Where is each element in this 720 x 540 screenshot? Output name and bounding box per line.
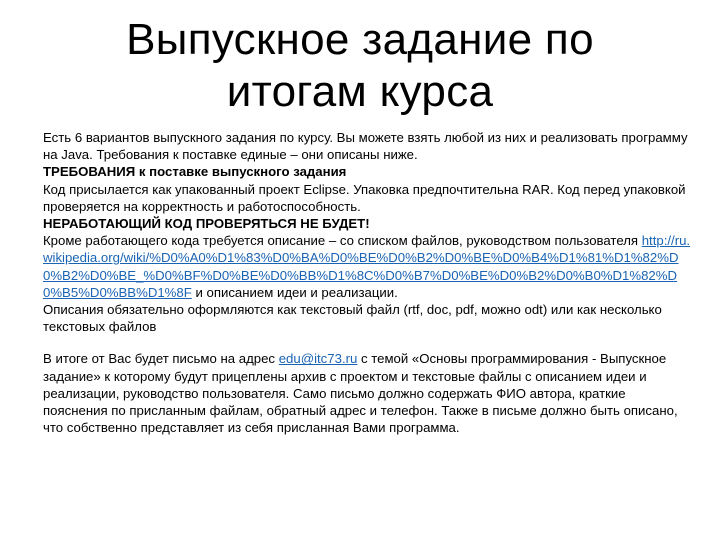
intro-paragraph: Есть 6 вариантов выпускного задания по курсу. Вы можете взять любой из них и реализовать программу на Java. Требования к поставке единые – они описаны ниже. xyxy=(43,130,688,163)
user-guide-link[interactable]: http://ru.wikipedia.org/wiki/%D0%A0%D1%83%D0%BA%D0%BE%D0%B2%D0%BE%D0%B4%D1%81%D1%82%D0%B2%D0%BE_%D0%BF%D0%BE%D0%BB%D1%8C%D0%B7%D0%BE%D0%B2%D0%B0%D1%82%D0%B5%D0%BB%D1%8F xyxy=(43,233,691,300)
email-link[interactable]: edu@itc73.ru xyxy=(278,351,358,367)
slide-body xyxy=(43,129,691,436)
warning-text: НЕРАБОТАЮЩИЙ КОД ПРОВЕРЯТЬСЯ НЕ БУДЕТ! xyxy=(43,216,370,232)
title-line-2: итогам курса xyxy=(226,67,494,116)
submission-paragraph xyxy=(43,350,691,436)
submission-text: В итоге от Вас будет письмо на адрес xyxy=(43,351,279,367)
packaging-paragraph: Код присылается как упакованный проект Eclipse. Упаковка предпочтительна RAR. Код перед упаковкой проверяется на корректность и работоспособность. xyxy=(43,181,686,214)
submission-text-end: с темой «Основы программирования - Выпускное задание» к которому будут прицеплены архив с проектом и текстовые файлы с описанием идеи и реализации, руководство пользователя. Само письмо должно содержать ФИО автора, краткие пояснения по присланным файлам, обратный адрес и телефон. Также в письме должно быть описано, что собственно представляет из себя присланная Вами программа. xyxy=(43,351,678,436)
format-paragraph: Описания обязательно оформляются как текстовый файл (rtf, doc, pdf, можно odt) или как несколько текстовых файлов xyxy=(43,302,662,335)
title-line-1: Выпускное задание по xyxy=(126,15,594,64)
description-text-end: и описанием идеи и реализации. xyxy=(191,284,398,300)
description-text: Кроме работающего кода требуется описание – со списком файлов, руководством пользователя xyxy=(43,233,642,249)
requirements-heading: ТРЕБОВАНИЯ к поставке выпускного задания xyxy=(43,164,347,180)
description-paragraph xyxy=(43,232,691,301)
slide-title xyxy=(100,14,620,118)
paragraph-gap xyxy=(43,335,691,350)
